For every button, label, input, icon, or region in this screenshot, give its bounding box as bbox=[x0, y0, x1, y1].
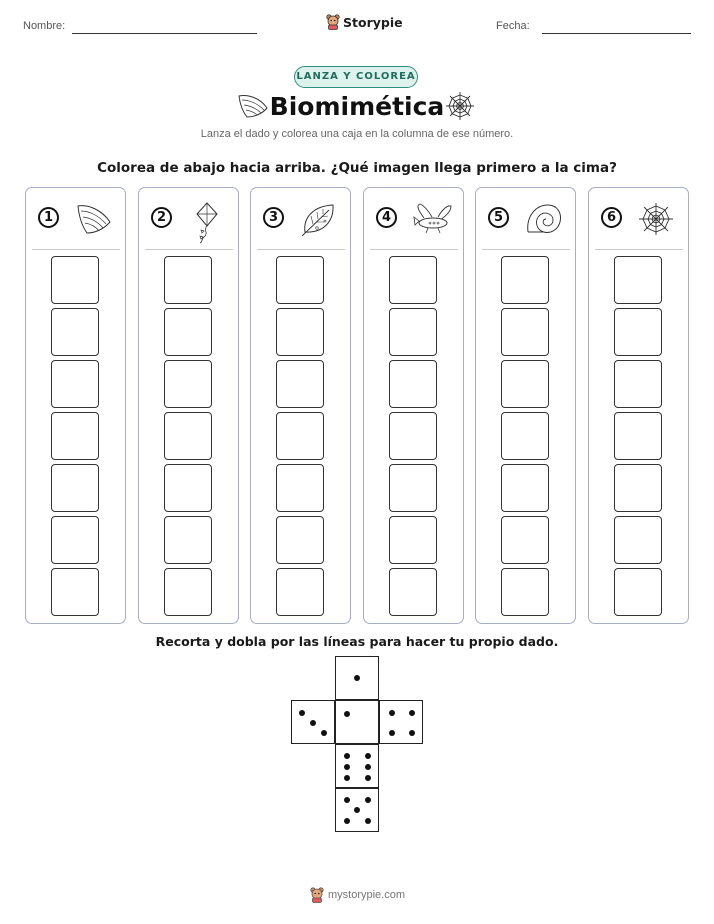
column-number: 1 bbox=[38, 207, 59, 228]
color-box[interactable] bbox=[614, 464, 662, 512]
color-box[interactable] bbox=[51, 360, 99, 408]
color-box[interactable] bbox=[276, 360, 324, 408]
color-box[interactable] bbox=[389, 256, 437, 304]
pip bbox=[299, 710, 305, 716]
color-box[interactable] bbox=[164, 516, 212, 564]
column-5 bbox=[475, 187, 576, 624]
bear-icon bbox=[310, 887, 324, 903]
pip bbox=[389, 710, 395, 716]
color-box[interactable] bbox=[51, 412, 99, 460]
column-header bbox=[484, 202, 569, 236]
column-header bbox=[372, 202, 457, 236]
column-header bbox=[259, 202, 344, 236]
color-box[interactable] bbox=[501, 256, 549, 304]
color-box[interactable] bbox=[501, 568, 549, 616]
column-header bbox=[147, 202, 232, 236]
name-label: Nombre: bbox=[23, 20, 66, 32]
color-box[interactable] bbox=[501, 464, 549, 512]
color-box[interactable] bbox=[614, 516, 662, 564]
column-number: 3 bbox=[263, 207, 284, 228]
pip bbox=[310, 720, 316, 726]
spiderweb-icon bbox=[637, 202, 675, 236]
color-box[interactable] bbox=[389, 360, 437, 408]
color-box[interactable] bbox=[51, 516, 99, 564]
kite-icon bbox=[187, 202, 227, 244]
color-box[interactable] bbox=[51, 256, 99, 304]
color-box[interactable] bbox=[614, 568, 662, 616]
column-number: 2 bbox=[151, 207, 172, 228]
die-face-6[interactable] bbox=[335, 744, 379, 788]
color-box[interactable] bbox=[389, 464, 437, 512]
color-box[interactable] bbox=[51, 568, 99, 616]
color-box[interactable] bbox=[51, 464, 99, 512]
bird-airplane-icon bbox=[412, 202, 454, 238]
color-box[interactable] bbox=[614, 412, 662, 460]
color-box[interactable] bbox=[276, 516, 324, 564]
wing-icon bbox=[74, 202, 114, 236]
pip bbox=[365, 797, 371, 803]
instruction-text: Colorea de abajo hacia arriba. ¿Qué imagen llega primero a la cima? bbox=[97, 160, 617, 176]
color-box[interactable] bbox=[501, 412, 549, 460]
die-face-3[interactable] bbox=[291, 700, 335, 744]
date-line[interactable] bbox=[542, 33, 691, 34]
color-box[interactable] bbox=[276, 464, 324, 512]
brand-name: Storypie bbox=[343, 14, 403, 30]
column-1 bbox=[25, 187, 126, 624]
column-header bbox=[597, 202, 682, 236]
pip bbox=[354, 807, 360, 813]
pip bbox=[365, 775, 371, 781]
pip bbox=[344, 775, 350, 781]
footer bbox=[310, 887, 405, 903]
pip bbox=[344, 797, 350, 803]
column-6 bbox=[588, 187, 689, 624]
die-face-4[interactable] bbox=[379, 700, 423, 744]
column-header bbox=[34, 202, 119, 236]
color-box[interactable] bbox=[276, 308, 324, 356]
pip bbox=[344, 764, 350, 770]
color-box[interactable] bbox=[614, 308, 662, 356]
page-title: Biomimética bbox=[269, 92, 445, 121]
pip bbox=[409, 730, 415, 736]
activity-badge: LANZA Y COLOREA bbox=[294, 66, 418, 88]
shell-icon bbox=[524, 202, 564, 238]
leaf-icon bbox=[299, 202, 339, 238]
color-box[interactable] bbox=[164, 568, 212, 616]
column-2 bbox=[138, 187, 239, 624]
die-face-5[interactable] bbox=[335, 788, 379, 832]
color-box[interactable] bbox=[164, 412, 212, 460]
die-face-1[interactable] bbox=[335, 656, 379, 700]
column-number: 6 bbox=[601, 207, 622, 228]
column-4 bbox=[363, 187, 464, 624]
pip bbox=[389, 730, 395, 736]
color-box[interactable] bbox=[51, 308, 99, 356]
name-line[interactable] bbox=[72, 33, 257, 34]
color-box[interactable] bbox=[276, 412, 324, 460]
color-box[interactable] bbox=[389, 308, 437, 356]
color-box[interactable] bbox=[276, 568, 324, 616]
color-box[interactable] bbox=[501, 360, 549, 408]
footer-url[interactable]: mystorypie.com bbox=[328, 889, 406, 901]
color-box[interactable] bbox=[164, 360, 212, 408]
pip bbox=[409, 710, 415, 716]
column-number: 5 bbox=[488, 207, 509, 228]
pip bbox=[354, 675, 360, 681]
column-number: 4 bbox=[376, 207, 397, 228]
pip bbox=[365, 818, 371, 824]
pip bbox=[344, 711, 350, 717]
color-box[interactable] bbox=[164, 256, 212, 304]
color-box[interactable] bbox=[389, 568, 437, 616]
color-box[interactable] bbox=[276, 256, 324, 304]
color-box[interactable] bbox=[164, 308, 212, 356]
cut-instruction: Recorta y dobla por las líneas para hacer tu propio dado. bbox=[155, 634, 559, 649]
date-label: Fecha: bbox=[496, 20, 530, 32]
color-box[interactable] bbox=[164, 464, 212, 512]
color-box[interactable] bbox=[614, 360, 662, 408]
die-face-1-center[interactable] bbox=[335, 700, 379, 744]
pip bbox=[365, 764, 371, 770]
color-box[interactable] bbox=[501, 308, 549, 356]
bear-icon bbox=[326, 14, 340, 30]
subtitle: Lanza el dado y colorea una caja en la columna de ese número. bbox=[200, 128, 514, 140]
spiderweb-icon bbox=[445, 91, 475, 121]
column-3 bbox=[250, 187, 351, 624]
color-box[interactable] bbox=[614, 256, 662, 304]
pip bbox=[365, 753, 371, 759]
pip bbox=[344, 753, 350, 759]
pip bbox=[321, 730, 327, 736]
brand-logo bbox=[326, 14, 403, 30]
pip bbox=[344, 818, 350, 824]
color-box[interactable] bbox=[389, 516, 437, 564]
color-box[interactable] bbox=[389, 412, 437, 460]
color-box[interactable] bbox=[501, 516, 549, 564]
